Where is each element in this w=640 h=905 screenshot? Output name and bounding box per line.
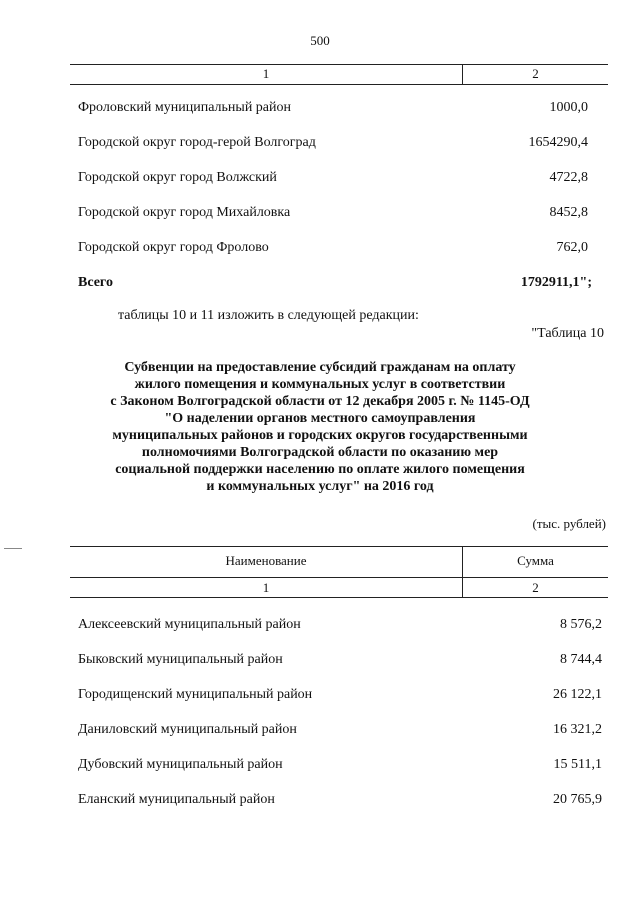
total-label: Всего: [78, 275, 113, 290]
row-value: 1654290,4: [528, 135, 588, 150]
row-value: 1000,0: [549, 100, 588, 115]
header-name: Наименование: [225, 553, 307, 568]
row-value: 4722,8: [549, 170, 588, 185]
row-name: Быковский муниципальный район: [78, 652, 283, 667]
table-top-rule-bottom: [70, 84, 608, 85]
row-value: 15 511,1: [553, 757, 602, 772]
table-label: "Таблица 10: [531, 326, 604, 341]
table-main-col1-number: 1: [262, 580, 270, 595]
row-name: Городской округ город Фролово: [78, 240, 269, 255]
table-row: [78, 757, 602, 792]
title-line: муниципальных районов и городских округов государственными: [112, 428, 528, 443]
row-name: Городищенский муниципальный район: [78, 687, 313, 702]
row-name: Еланский муниципальный район: [78, 792, 275, 807]
row-name: Фроловский муниципальный район: [78, 100, 292, 115]
table-row: [78, 652, 602, 687]
title-line: полномочиями Волгоградской области по оказанию мер: [141, 445, 499, 460]
table-row: [78, 205, 588, 240]
table-main-col2-number: 2: [532, 580, 539, 595]
table-row: [78, 722, 602, 757]
row-value: 8452,8: [549, 205, 588, 220]
title-line: социальной поддержки населению по оплате жилого помещения: [115, 462, 525, 477]
page-number: 500: [310, 33, 330, 48]
row-name: Городской округ город-герой Волгоград: [78, 135, 316, 150]
table-top-total: [78, 275, 590, 310]
row-value: 26 122,1: [553, 687, 602, 702]
amendment-instruction: таблицы 10 и 11 изложить в следующей редакции:: [118, 308, 419, 323]
table-top-col2-number: 2: [532, 66, 539, 81]
total-value: 1792911,1";: [520, 275, 592, 290]
row-value: 8 744,4: [560, 652, 602, 667]
table-row: [78, 617, 602, 652]
table-main-rows: [78, 617, 602, 827]
title-line: Субвенции на предоставление субсидий гражданам на оплату: [124, 360, 516, 375]
row-name: Дубовский муниципальный район: [78, 757, 283, 772]
table-row: [78, 170, 588, 205]
units-label: (тыс. рублей): [532, 516, 606, 531]
row-value: 16 321,2: [553, 722, 602, 737]
row-name: Даниловский муниципальный район: [78, 722, 297, 737]
row-name: Городской округ город Волжский: [78, 170, 277, 185]
margin-mark: [4, 548, 22, 549]
title-line: и коммунальных услуг" на 2016 год: [206, 479, 434, 494]
table-top-rows: [78, 100, 588, 275]
table-main-rule-top: [70, 546, 608, 547]
table-row: [78, 240, 588, 275]
row-value: 20 765,9: [553, 792, 602, 807]
table-row: [78, 792, 602, 827]
row-value: 8 576,2: [560, 617, 602, 632]
table-main-rule-middle: [70, 577, 608, 578]
title-line: "О наделении органов местного самоуправления: [164, 411, 476, 426]
table-top-rule-top: [70, 64, 608, 65]
table-title: [60, 359, 580, 495]
row-name: Городской округ город Михайловка: [78, 205, 291, 220]
title-line: с Законом Волгоградской области от 12 декабря 2005 г. № 1145-ОД: [110, 394, 530, 409]
table-row: [78, 100, 588, 135]
header-sum: Сумма: [517, 553, 554, 568]
title-line: жилого помещения и коммунальных услуг в соответствии: [134, 377, 506, 392]
row-value: 762,0: [556, 240, 588, 255]
table-row: [78, 687, 602, 722]
total-row: [78, 275, 590, 310]
table-row: [78, 135, 588, 170]
row-name: Алексеевский муниципальный район: [78, 617, 301, 632]
table-top-col1-number: 1: [262, 66, 270, 81]
table-main-rule-bottom: [70, 597, 608, 598]
